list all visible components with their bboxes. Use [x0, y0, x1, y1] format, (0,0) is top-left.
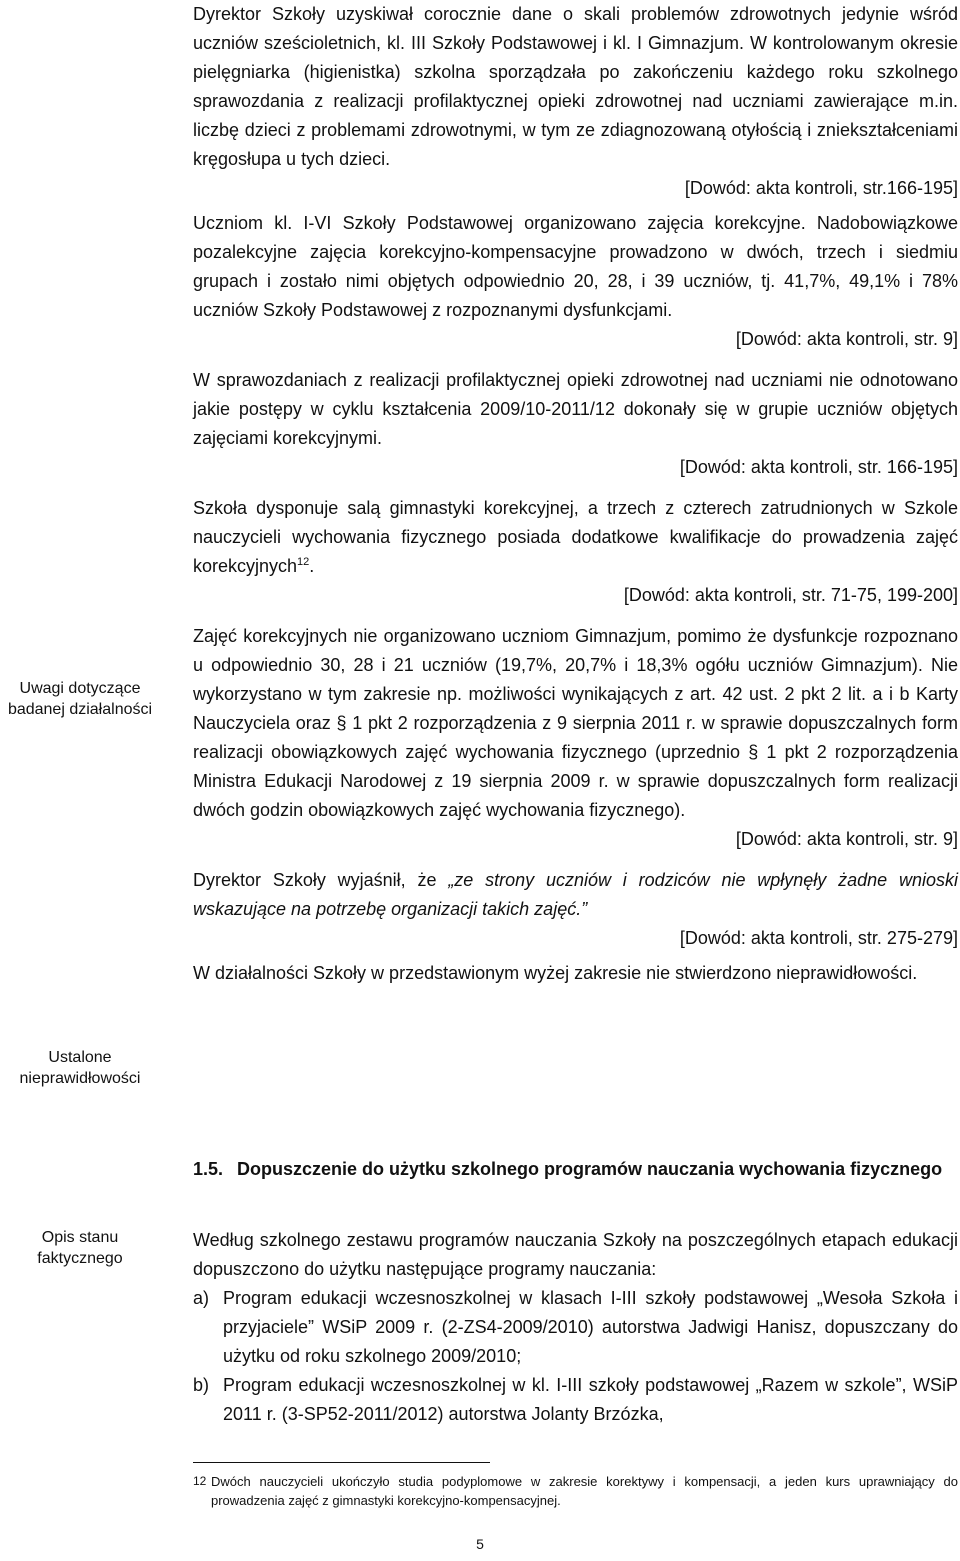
section-title: Dopuszczenie do użytku szkolnego programów nauczania wychowania fizycznego [237, 1159, 943, 1179]
footnote-text: Dwóch nauczycieli ukończyło studia podyplomowe w zakresie korektywy i kompensacji, a jeden kurs uprawniający do prowadzenia zajęć z gimnastyki korekcyjno-kompensacyjnej. [211, 1474, 958, 1508]
main-text-column [193, 0, 958, 988]
paragraph-director-explanation [193, 866, 958, 924]
evidence-reference: [Dowód: akta kontroli, str. 275-279] [679, 928, 958, 948]
list-item-text: Program edukacji wczesnoszkolnej w kl. I-III szkoły podstawowej „Razem w szkole”, WSiP 2011 r. (3-SP52-2011/2012) autorstwa Jolanty Brzózka, [223, 1375, 958, 1424]
paragraph-no-irregularities: W działalności Szkoły w przedstawionym wyżej zakresie nie stwierdzono nieprawidłowości. [193, 963, 918, 983]
footnote-separator [193, 1462, 490, 1463]
section-heading [193, 1155, 958, 1184]
margin-label-line: Opis stanu [41, 1229, 119, 1246]
paragraph-corrective-classes: Uczniom kl. I-VI Szkoły Podstawowej organizowano zajęcia korekcyjne. Nadobowiązkowe pozalekcyjne zajęcia korekcyjno-kompensacyjne prowadzono w dwóch, trzech i siedmiu grupach i zostało nimi objętych odpowiednio 20, 28, i 39 uczniów, tj. 41,7%, 49,1% i 78% uczniów Szkoły Podstawowej z rozpoznanymi dysfunkcjami. [193, 213, 958, 320]
list-marker: a) [193, 1288, 210, 1308]
evidence-reference: [Dowód: akta kontroli, str. 71-75, 199-200] [623, 585, 958, 605]
margin-label-opis [0, 1227, 160, 1269]
margin-label-line: Uwagi dotyczące [19, 680, 141, 697]
list-item [193, 1371, 958, 1429]
director-explanation-start: Dyrektor Szkoły wyjaśnił, że [193, 870, 449, 890]
evidence-reference: [Dowód: akta kontroli, str. 9] [735, 829, 958, 849]
margin-label-line: Ustalone [48, 1049, 112, 1066]
evidence-reference: [Dowód: akta kontroli, str. 9] [735, 329, 958, 349]
paragraph-gymnasium: Zajęć korekcyjnych nie organizowano uczniom Gimnazjum, pomimo że dysfunkcje rozpoznano u odpowiednio 30, 28 i 21 uczniów (19,7%, 20,7% i 18,3% ogółu uczniów Gimnazjum). Nie wykorzystano w tym zakresie np. możliwości wynikających z art. 42 ust. 2 pkt 2 lit. a i b Karty Nauczyciela oraz § 1 pkt 2 rozporządzenia z 9 sierpnia 2011 r. w sprawie dopuszczalnych form realizacji obowiązkowych zajęć wychowania fizycznego (uprzednio § 1 pkt 2 rozporządzenia Ministra Edukacji Narodowej z 19 sierpnia 2009 r. w sprawie dopuszczalnych form realizacji dwóch godzin obowiązkowych zajęć wychowania fizycznego). [193, 626, 958, 820]
footnote-marker: 12 [193, 1474, 207, 1488]
list-item [193, 1284, 958, 1371]
paragraph-gym-room-text: Szkoła dysponuje salą gimnastyki korekcyjnej, a trzech z czterech zatrudnionych w Szkole nauczycieli wychowania fizycznego posiada dodatkowe kwalifikacje do prowadzenia zajęć korekcyjnych [193, 498, 958, 576]
list-item-text: Program edukacji wczesnoszkolnej w klasach I-III szkoły podstawowej „Wesoła Szkoła i przyjaciele” WSiP 2009 r. (2-ZS4-2009/2010) autorstwa Jadwigi Hanisz, dopuszczany do użytku od roku szkolnego 2009/2010; [223, 1288, 958, 1366]
footnote-ref: 12 [297, 556, 310, 568]
margin-label-line: nieprawidłowości [19, 1070, 141, 1087]
evidence-reference: [Dowód: akta kontroli, str.166-195] [684, 178, 958, 198]
evidence-reference: [Dowód: akta kontroli, str. 166-195] [679, 457, 958, 477]
programs-intro: Według szkolnego zestawu programów nauczania Szkoły na poszczególnych etapach edukacji dopuszczono do użytku następujące programy nauczania: [193, 1230, 958, 1279]
footnote [193, 1472, 958, 1510]
paragraph-end-dot: . [309, 556, 315, 576]
margin-label-line: faktycznego [37, 1250, 123, 1267]
paragraph-gym-room [193, 494, 958, 581]
margin-label-uwagi [0, 678, 160, 720]
director-quote: „ze strony uczniów i rodziców nie wpłynęły żadne wnioski wskazujące na potrzebę organizacji takich zajęć.” [193, 870, 958, 919]
programs-section [193, 1226, 958, 1429]
section-number: 1.5. [193, 1159, 224, 1179]
margin-label-ustalone [0, 1047, 160, 1089]
paragraph-reports: W sprawozdaniach z realizacji profilaktycznej opieki zdrowotnej nad uczniami nie odnotowano jakie postępy w cyklu kształcenia 2009/10-2011/12 dokonały się w grupie uczniów objętych zajęciami korekcyjnymi. [193, 370, 958, 448]
margin-label-line: badanej działalności [7, 701, 153, 718]
page-number: 5 [476, 1536, 484, 1552]
paragraph-health-data: Dyrektor Szkoły uzyskiwał corocznie dane o skali problemów zdrowotnych jedynie wśród uczniów sześcioletnich, kl. III Szkoły Podstawowej i kl. I Gimnazjum. W kontrolowanym okresie pielęgniarka (higienistka) szkolna sporządzała po zakończeniu każdego roku szkolnego sprawozdania z realizacji profilaktycznej opieki zdrowotnej nad uczniami zawierające m.in. liczbę dzieci z problemami zdrowotnymi, w tym ze zdiagnozowaną otyłością i zniekształceniami kręgosłupa u tych dzieci. [193, 4, 958, 169]
list-marker: b) [193, 1375, 210, 1395]
